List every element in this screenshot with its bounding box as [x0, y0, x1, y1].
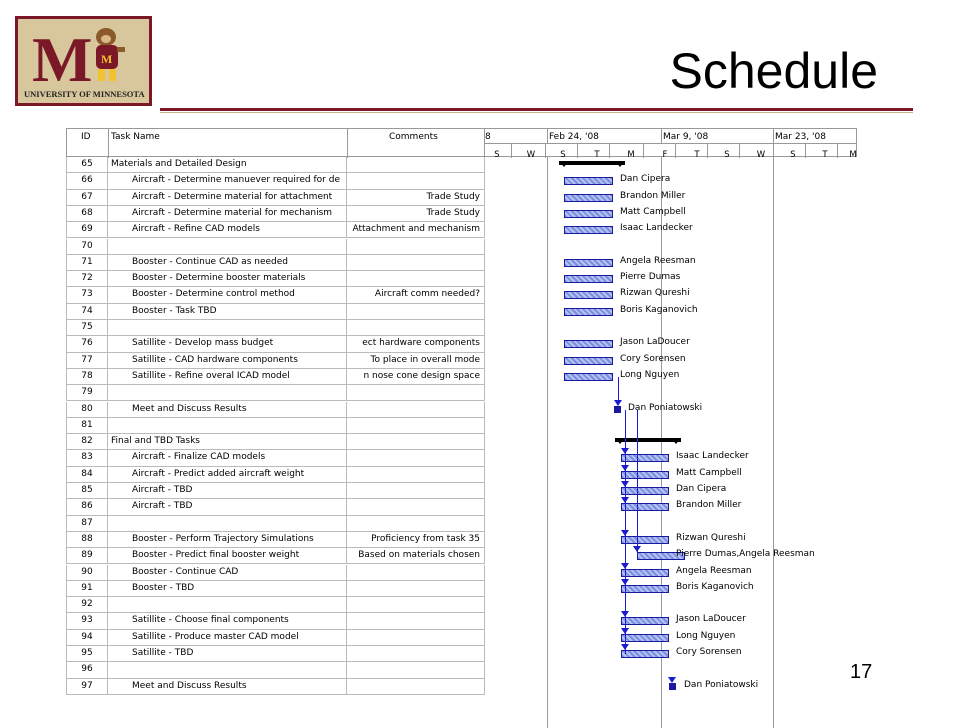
task-comment: [347, 385, 485, 400]
task-name: Satillite - Develop mass budget: [108, 336, 347, 351]
task-comment: Trade Study: [347, 206, 485, 221]
task-bar[interactable]: [621, 471, 669, 479]
task-comment: [347, 173, 485, 188]
resource-label: Matt Campbell: [620, 206, 686, 217]
task-bar[interactable]: [621, 454, 669, 462]
table-row[interactable]: [66, 467, 485, 483]
resource-label: Matt Campbell: [676, 467, 742, 478]
table-row[interactable]: [66, 287, 485, 303]
task-bar[interactable]: [621, 634, 669, 642]
day-label: M: [849, 150, 857, 160]
task-comment: Trade Study: [347, 190, 485, 205]
task-comment: [347, 483, 485, 498]
table-row[interactable]: [66, 581, 485, 597]
task-id: 69: [66, 222, 108, 237]
task-id: 78: [66, 369, 108, 384]
task-id: 74: [66, 304, 108, 319]
day-label: F: [662, 150, 668, 160]
task-comment: [347, 662, 485, 677]
task-name: Aircraft - Predict added aircraft weight: [108, 467, 347, 482]
task-comment: n nose cone design space: [347, 369, 485, 384]
task-name: Materials and Detailed Design: [108, 157, 347, 172]
week-label: Mar 9, '08: [663, 132, 709, 142]
week-label: Mar 23, '08: [775, 132, 826, 142]
task-bar[interactable]: [564, 340, 613, 348]
task-bar[interactable]: [621, 536, 669, 544]
task-bar[interactable]: [564, 194, 613, 202]
task-comment: To place in overall mode: [347, 353, 485, 368]
week-label: Feb 24, '08: [549, 132, 599, 142]
resource-label: Angela Reesman: [620, 255, 696, 266]
resource-label: Jason LaDoucer: [620, 337, 690, 348]
task-comment: [347, 499, 485, 514]
task-id: 75: [66, 320, 108, 335]
arrow-head: [621, 579, 629, 585]
task-id: 96: [66, 662, 108, 677]
resource-label: Rizwan Qureshi: [620, 288, 690, 299]
task-id: 94: [66, 630, 108, 645]
table-row[interactable]: [66, 206, 485, 222]
day-label: W: [756, 150, 766, 160]
task-id: 72: [66, 271, 108, 286]
resource-label: Boris Kaganovich: [676, 581, 754, 592]
week-gridline: [773, 157, 774, 728]
table-row[interactable]: [66, 173, 485, 189]
task-comment: [347, 255, 485, 270]
summary-bar: [559, 161, 625, 165]
task-comment: [347, 434, 485, 449]
title-underline: [160, 108, 913, 111]
task-name: Booster - Determine booster materials: [108, 271, 347, 286]
task-id: 81: [66, 418, 108, 433]
task-comment: [347, 613, 485, 628]
task-id: 65: [66, 157, 108, 172]
header-task-name: Task Name: [111, 132, 160, 142]
table-row[interactable]: [66, 597, 485, 613]
task-name: [108, 662, 347, 677]
task-name: Satillite - CAD hardware components: [108, 353, 347, 368]
task-id: 66: [66, 173, 108, 188]
task-comment: [347, 516, 485, 531]
task-bar[interactable]: [564, 291, 613, 299]
task-bar[interactable]: [621, 487, 669, 495]
task-bar[interactable]: [564, 210, 613, 218]
table-row[interactable]: [66, 630, 485, 646]
task-name: [108, 597, 347, 612]
task-bar[interactable]: [621, 585, 669, 593]
task-comment: [347, 565, 485, 580]
task-bar[interactable]: [621, 617, 669, 625]
task-comment: Based on materials chosen: [347, 548, 485, 563]
table-row[interactable]: [66, 450, 485, 466]
task-id: 76: [66, 336, 108, 351]
task-id: 87: [66, 516, 108, 531]
arrow-head: [668, 677, 676, 683]
header-comments: Comments: [389, 132, 438, 142]
arrow-head: [621, 448, 629, 454]
arrow-head: [633, 546, 641, 552]
week-gridline: [547, 157, 548, 728]
milestone-marker[interactable]: [669, 683, 676, 690]
day-label: S: [560, 150, 566, 160]
task-name: Satillite - Choose final components: [108, 613, 347, 628]
table-row[interactable]: [66, 157, 485, 173]
task-name: Satillite - TBD: [108, 646, 347, 661]
task-name: Booster - Predict final booster weight: [108, 548, 347, 563]
task-id: 90: [66, 565, 108, 580]
task-bar[interactable]: [621, 569, 669, 577]
university-logo: [15, 16, 152, 106]
table-row[interactable]: [66, 385, 485, 401]
logo-text: UNIVERSITY OF MINNESOTA: [24, 89, 145, 99]
table-row[interactable]: [66, 369, 485, 385]
task-name: Aircraft - Finalize CAD models: [108, 450, 347, 465]
task-comment: [347, 581, 485, 596]
table-row[interactable]: [66, 565, 485, 581]
table-row[interactable]: [66, 548, 485, 564]
task-id: 91: [66, 581, 108, 596]
task-name: Booster - Perform Trajectory Simulations: [108, 532, 347, 547]
task-comment: [347, 418, 485, 433]
table-row[interactable]: [66, 483, 485, 499]
task-name: [108, 239, 347, 254]
resource-label: Jason LaDoucer: [676, 614, 746, 625]
task-bar[interactable]: [564, 275, 613, 283]
resource-label: Long Nguyen: [676, 630, 736, 641]
resource-label: Pierre Dumas,Angela Reesman: [676, 549, 815, 560]
day-label: T: [822, 150, 828, 160]
task-name: Booster - TBD: [108, 581, 347, 596]
task-bar[interactable]: [564, 259, 613, 267]
task-bar[interactable]: [564, 226, 613, 234]
task-comment: [347, 271, 485, 286]
resource-label: Dan Cipera: [620, 174, 671, 185]
gantt-header: [485, 128, 857, 160]
header-id: ID: [81, 132, 91, 142]
resource-label: Long Nguyen: [620, 369, 680, 380]
arrow-head: [614, 400, 622, 406]
gantt-chart: [485, 128, 857, 728]
task-id: 86: [66, 499, 108, 514]
task-id: 93: [66, 613, 108, 628]
task-comment: [347, 402, 485, 417]
task-id: 88: [66, 532, 108, 547]
task-bar[interactable]: [564, 357, 613, 365]
task-name: Booster - Continue CAD as needed: [108, 255, 347, 270]
table-row[interactable]: [66, 516, 485, 532]
task-id: 67: [66, 190, 108, 205]
table-row[interactable]: [66, 662, 485, 678]
task-comment: [347, 597, 485, 612]
table-row[interactable]: [66, 239, 485, 255]
day-label: S: [724, 150, 730, 160]
task-name: Aircraft - TBD: [108, 499, 347, 514]
resource-label: Cory Sorensen: [620, 353, 686, 364]
resource-label: Brandon Miller: [620, 190, 686, 201]
table-row[interactable]: [66, 646, 485, 662]
task-name: Aircraft - Refine CAD models: [108, 222, 347, 237]
task-comment: [347, 157, 485, 172]
task-name: Final and TBD Tasks: [108, 434, 347, 449]
task-id: 84: [66, 467, 108, 482]
dependency-arrow: [637, 410, 638, 553]
task-comment: [347, 679, 485, 694]
task-name: Satillite - Produce master CAD model: [108, 630, 347, 645]
task-name: Aircraft - Determine material for attachment: [108, 190, 347, 205]
table-row[interactable]: [66, 418, 485, 434]
table-row[interactable]: [66, 402, 485, 418]
task-comment: [347, 239, 485, 254]
resource-label: Dan Cipera: [676, 484, 727, 494]
task-comment: Aircraft comm needed?: [347, 287, 485, 302]
day-label: M: [627, 150, 635, 160]
task-name: Meet and Discuss Results: [108, 402, 347, 417]
table-row[interactable]: [66, 304, 485, 320]
task-id: 80: [66, 402, 108, 417]
task-name: Aircraft - TBD: [108, 483, 347, 498]
task-id: 83: [66, 450, 108, 465]
table-row[interactable]: [66, 499, 485, 515]
task-id: 71: [66, 255, 108, 270]
table-row[interactable]: [66, 353, 485, 369]
day-label: W: [526, 150, 536, 160]
table-row[interactable]: [66, 190, 485, 206]
page-title: Schedule: [669, 43, 878, 99]
week-label: 8: [485, 132, 491, 142]
task-name: [108, 320, 347, 335]
task-id: 89: [66, 548, 108, 563]
task-bar[interactable]: [621, 503, 669, 511]
table-row[interactable]: [66, 679, 485, 695]
day-label: S: [790, 150, 796, 160]
task-id: 73: [66, 287, 108, 302]
table-row[interactable]: [66, 613, 485, 629]
day-label: S: [494, 150, 500, 160]
task-id: 95: [66, 646, 108, 661]
table-row[interactable]: [66, 532, 485, 548]
arrow-head: [621, 481, 629, 487]
page-number: 17: [850, 661, 873, 683]
task-comment: Proficiency from task 35: [347, 532, 485, 547]
task-name: Aircraft - Determine manuever required for de: [108, 173, 347, 188]
resource-label: Dan Poniatowski: [684, 679, 759, 690]
task-name: Booster - Task TBD: [108, 304, 347, 319]
logo-letter: M: [32, 24, 87, 95]
resource-label: Isaac Landecker: [620, 223, 693, 234]
arrow-head: [621, 530, 629, 536]
task-id: 79: [66, 385, 108, 400]
task-bar[interactable]: [621, 650, 669, 658]
arrow-head: [621, 563, 629, 569]
task-bar[interactable]: [564, 373, 613, 381]
task-comment: [347, 630, 485, 645]
task-comment: [347, 646, 485, 661]
task-id: 77: [66, 353, 108, 368]
resource-label: Rizwan Qureshi: [676, 532, 746, 543]
week-gridline: [661, 157, 662, 728]
milestone-marker[interactable]: [614, 406, 621, 413]
arrow-head: [621, 497, 629, 503]
resource-label: Pierre Dumas: [620, 272, 681, 283]
day-label: T: [694, 150, 700, 160]
table-row[interactable]: [66, 222, 485, 238]
resource-label: Brandon Miller: [676, 500, 742, 511]
day-label: T: [594, 150, 600, 160]
task-id: 85: [66, 483, 108, 498]
task-bar[interactable]: [564, 177, 613, 185]
task-id: 70: [66, 239, 108, 254]
resource-label: Isaac Landecker: [676, 451, 749, 462]
arrow-head: [621, 644, 629, 650]
task-comment: [347, 450, 485, 465]
table-row[interactable]: [66, 336, 485, 352]
arrow-head: [621, 465, 629, 471]
table-row[interactable]: [66, 320, 485, 336]
task-name: [108, 516, 347, 531]
gopher-mascot-icon: [84, 25, 132, 83]
task-id: 92: [66, 597, 108, 612]
task-comment: [347, 320, 485, 335]
resource-label: Cory Sorensen: [676, 647, 742, 657]
task-table: [66, 128, 485, 728]
task-comment: [347, 467, 485, 482]
title-underline-secondary: [160, 112, 913, 113]
task-comment: Attachment and mechanism: [347, 222, 485, 237]
resource-label: Angela Reesman: [676, 565, 752, 576]
task-id: 68: [66, 206, 108, 221]
task-id: 82: [66, 434, 108, 449]
task-name: Meet and Discuss Results: [108, 679, 347, 694]
task-comment: [347, 304, 485, 319]
task-comment: ect hardware components: [347, 336, 485, 351]
task-name: Booster - Continue CAD: [108, 565, 347, 580]
table-row[interactable]: [66, 434, 485, 450]
task-bar[interactable]: [564, 308, 613, 316]
resource-label: Boris Kaganovich: [620, 304, 698, 315]
task-name: [108, 418, 347, 433]
arrow-head: [621, 611, 629, 617]
resource-label: Dan Poniatowski: [628, 402, 703, 413]
arrow-head: [621, 628, 629, 634]
task-name: [108, 385, 347, 400]
svg-text:M: M: [101, 52, 113, 66]
task-name: Satillite - Refine overal ICAD model: [108, 369, 347, 384]
table-row[interactable]: [66, 271, 485, 287]
task-name: Booster - Determine control method: [108, 287, 347, 302]
task-name: Aircraft - Determine material for mechanism: [108, 206, 347, 221]
table-row[interactable]: [66, 255, 485, 271]
table-header: [66, 128, 485, 157]
task-id: 97: [66, 679, 108, 694]
